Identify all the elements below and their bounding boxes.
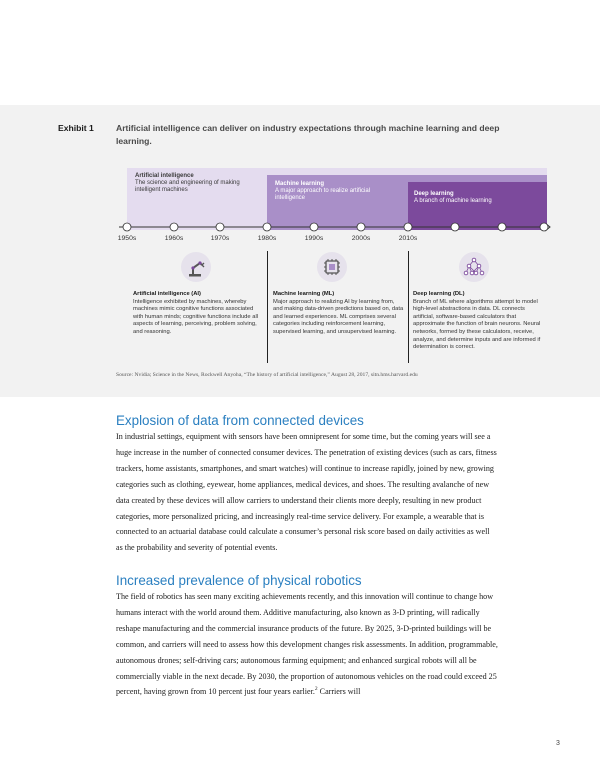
year-label: 2010s (398, 235, 418, 242)
ai-band-title: Artificial intelligence (135, 173, 194, 179)
year-label: 1960s (164, 235, 184, 242)
timeline-node (216, 223, 224, 231)
timeline-node (310, 223, 318, 231)
year-label: 1950s (117, 235, 137, 242)
ai-band-subtitle: The science and engineering of making intelligent machines (135, 180, 240, 193)
ai-column-title: Artificial intelligence (AI) (133, 291, 201, 297)
chip-icon (316, 251, 348, 283)
timeline (0, 0, 600, 240)
section-heading: Increased prevalence of physical robotics (116, 573, 362, 588)
ml-column-title: Machine learning (ML) (273, 291, 335, 297)
section-paragraph-tail: Carriers will (317, 687, 361, 697)
ml-column (273, 291, 405, 337)
year-label: 2000s (351, 235, 371, 242)
year-label: 1990s (304, 235, 324, 242)
exhibit-title: Artificial intelligence can deliver on industry expectations through machine learning and deep learning. (116, 123, 500, 146)
timeline-node (540, 223, 548, 231)
column-divider (408, 251, 409, 363)
timeline-node (451, 223, 459, 231)
section-heading: Explosion of data from connected devices (116, 413, 364, 428)
ai-column (133, 291, 265, 337)
section-paragraph-text: The field of robotics has seen many exciting achievements recently, and this innovation will continue to change how humans interact with the world around them. Additive manufacturing, also known as 3-D printing, will radically reshape manufacturing and the commercial insurance products of the future. By 2025, 3-D-printed buildings will be common, and carriers will need to assess how this development changes risk assessments. In addition, programmable, autonomous drones; self-driving cars; autonomous farming equipment; and enhanced surgical robots will all be commercially viable in the next decade. By 2030, the proportion of autonomous vehicles on the road could exceed 25 percent, having grown from 10 percent just four years earlier. (116, 592, 498, 697)
timeline-node (357, 223, 365, 231)
exhibit-source: Source: Nvidia; Science in the News, Rockwell Anyoha, “The history of artificial intelligence,” August 28, 2017, sitn.hms.harvard.edu (116, 372, 418, 378)
column-divider (267, 251, 268, 363)
year-label: 1980s (257, 235, 277, 242)
footnote-marker: 2 (314, 686, 318, 693)
year-label: 1970s (210, 235, 230, 242)
timeline-node (498, 223, 506, 231)
ai-column-text: Intelligence exhibited by machines, whereby machines mimic cognitive functions associated with human minds; cognitive functions include all aspects of learning, perceiving, problem solving, and reasoning. (133, 298, 259, 335)
exhibit-label: Exhibit 1 (58, 123, 94, 133)
dl-band-subtitle: A branch of machine learning (414, 198, 492, 204)
timeline-node (170, 223, 178, 231)
timeline-node (263, 223, 271, 231)
dl-column (413, 291, 545, 352)
timeline-node (123, 223, 131, 231)
dl-column-text: Branch of ML where algorithms attempt to model high-level abstractions in data. DL connects artificial, software-based calculators that approximate the function of brain neurons. Neural networks, formed by these calculators, receive, analyze, and determine inputs and are informed if determination is correct. (413, 298, 541, 351)
page-number: 3 (556, 740, 560, 747)
robot-arm-icon (180, 251, 212, 283)
ml-band-subtitle: A major approach to realize artificial intelligence (275, 188, 371, 201)
dl-band-title: Deep learning (414, 191, 454, 197)
timeline-node (404, 223, 412, 231)
neural-network-icon (458, 251, 490, 283)
section-paragraph: In industrial settings, equipment with sensors have been omnipresent for some time, but the coming years will see a huge increase in the number of connected consumer devices. The penetration of existing devices (such as cars, fitness trackers, home assistants, smartphones, and smart watches) will continue to increase rapidly, joined by new, growing categories such as clothing, eyewear, home appliances, medical devices, and shoes. The resulting avalanche of new data created by these devices will allow carriers to understand their clients more deeply, resulting in new product categories, more personalized pricing, and increasingly real-time service delivery. For example, a wearable that is connected to an actuarial database could calculate a consumer’s personal risk score based on daily activities as well as the probability and severity of potential events. (116, 432, 497, 553)
ml-column-text: Major approach to realizing AI by learning from, and making data-driven predictions based on, data and learned experiences. ML comprises several categories including reinforcement learning, supervised learning, and unsupervised learning. (273, 298, 404, 335)
ml-band-title: Machine learning (275, 181, 325, 187)
section-paragraph (116, 589, 498, 700)
dl-column-title: Deep learning (DL) (413, 291, 465, 297)
